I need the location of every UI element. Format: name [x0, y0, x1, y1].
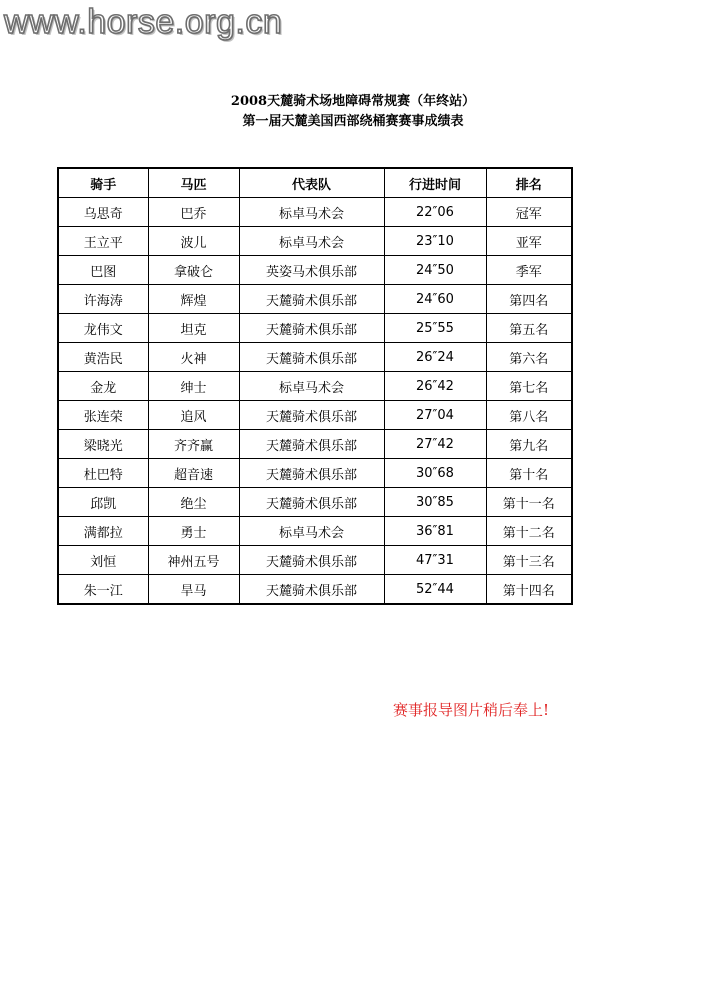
- cell-rank: 第十四名: [486, 575, 572, 605]
- cell-horse: 绝尘: [148, 488, 239, 517]
- cell-team: 天麓骑术俱乐部: [239, 314, 384, 343]
- cell-horse: 波儿: [148, 227, 239, 256]
- cell-team: 标卓马术会: [239, 517, 384, 546]
- cell-rider: 许海涛: [58, 285, 148, 314]
- cell-team: 天麓骑术俱乐部: [239, 401, 384, 430]
- cell-rank: 第八名: [486, 401, 572, 430]
- table-row: [58, 285, 572, 314]
- cell-horse: 旱马: [148, 575, 239, 605]
- cell-team: 天麓骑术俱乐部: [239, 546, 384, 575]
- cell-time: 27″42: [384, 430, 486, 459]
- cell-rider: 刘恒: [58, 546, 148, 575]
- cell-time: 25″55: [384, 314, 486, 343]
- table-row: [58, 314, 572, 343]
- cell-rider: 邱凯: [58, 488, 148, 517]
- cell-horse: 超音速: [148, 459, 239, 488]
- table-row: [58, 546, 572, 575]
- cell-team: 天麓骑术俱乐部: [239, 343, 384, 372]
- cell-horse: 坦克: [148, 314, 239, 343]
- table-row: [58, 517, 572, 546]
- cell-horse: 火神: [148, 343, 239, 372]
- cell-rider: 王立平: [58, 227, 148, 256]
- table-row: [58, 227, 572, 256]
- cell-team: 标卓马术会: [239, 198, 384, 227]
- table-header-row: [58, 168, 572, 198]
- cell-rank: 第五名: [486, 314, 572, 343]
- cell-time: 27″04: [384, 401, 486, 430]
- table-row: [58, 401, 572, 430]
- cell-time: 30″68: [384, 459, 486, 488]
- cell-team: 英姿马术俱乐部: [239, 256, 384, 285]
- cell-time: 30″85: [384, 488, 486, 517]
- cell-horse: 追风: [148, 401, 239, 430]
- cell-rider: 满都拉: [58, 517, 148, 546]
- header-team: 代表队: [239, 168, 384, 198]
- cell-horse: 拿破仑: [148, 256, 239, 285]
- header-time: 行进时间: [384, 168, 486, 198]
- cell-rank: 第四名: [486, 285, 572, 314]
- cell-rank: 亚军: [486, 227, 572, 256]
- table-row: [58, 575, 572, 605]
- table-row: [58, 198, 572, 227]
- results-table-body: [58, 198, 572, 605]
- cell-time: 26″24: [384, 343, 486, 372]
- cell-time: 24″60: [384, 285, 486, 314]
- cell-rider: 张连荣: [58, 401, 148, 430]
- cell-rider: 巴图: [58, 256, 148, 285]
- table-row: [58, 430, 572, 459]
- header-rider: 骑手: [58, 168, 148, 198]
- cell-rider: 杜巴特: [58, 459, 148, 488]
- cell-time: 22″06: [384, 198, 486, 227]
- results-table: [57, 167, 573, 605]
- table-row: [58, 256, 572, 285]
- cell-time: 23″10: [384, 227, 486, 256]
- cell-rank: 第十三名: [486, 546, 572, 575]
- cell-rider: 黄浩民: [58, 343, 148, 372]
- cell-horse: 神州五号: [148, 546, 239, 575]
- cell-rank: 第六名: [486, 343, 572, 372]
- cell-rank: 第十二名: [486, 517, 572, 546]
- cell-rider: 乌思奇: [58, 198, 148, 227]
- table-row: [58, 488, 572, 517]
- cell-horse: 绅士: [148, 372, 239, 401]
- header-horse: 马匹: [148, 168, 239, 198]
- cell-rider: 龙伟文: [58, 314, 148, 343]
- cell-team: 天麓骑术俱乐部: [239, 459, 384, 488]
- table-row: [58, 372, 572, 401]
- cell-rider: 朱一江: [58, 575, 148, 605]
- cell-team: 天麓骑术俱乐部: [239, 488, 384, 517]
- cell-rank: 第十一名: [486, 488, 572, 517]
- cell-time: 26″42: [384, 372, 486, 401]
- cell-horse: 齐齐赢: [148, 430, 239, 459]
- cell-rank: 第九名: [486, 430, 572, 459]
- cell-team: 天麓骑术俱乐部: [239, 430, 384, 459]
- document-title-block: [0, 92, 706, 132]
- header-rank: 排名: [486, 168, 572, 198]
- cell-rider: 金龙: [58, 372, 148, 401]
- cell-rank: 第十名: [486, 459, 572, 488]
- table-row: [58, 343, 572, 372]
- title-line-2: 第一届天麓美国西部绕桶赛赛事成绩表: [242, 114, 464, 129]
- photo-report-note: 赛事报导图片稍后奉上!: [393, 701, 550, 719]
- cell-time: 47″31: [384, 546, 486, 575]
- cell-time: 36″81: [384, 517, 486, 546]
- cell-horse: 辉煌: [148, 285, 239, 314]
- cell-team: 天麓骑术俱乐部: [239, 575, 384, 605]
- cell-time: 24″50: [384, 256, 486, 285]
- cell-team: 天麓骑术俱乐部: [239, 285, 384, 314]
- cell-team: 标卓马术会: [239, 227, 384, 256]
- cell-horse: 巴乔: [148, 198, 239, 227]
- cell-rank: 季军: [486, 256, 572, 285]
- table-row: [58, 459, 572, 488]
- title-line-1: 2008天麓骑术场地障碍常规赛（年终站）: [230, 94, 476, 109]
- site-watermark: www.horse.org.cn: [4, 3, 283, 41]
- cell-rank: 冠军: [486, 198, 572, 227]
- cell-rank: 第七名: [486, 372, 572, 401]
- cell-team: 标卓马术会: [239, 372, 384, 401]
- cell-rider: 梁晓光: [58, 430, 148, 459]
- cell-horse: 勇士: [148, 517, 239, 546]
- cell-time: 52″44: [384, 575, 486, 605]
